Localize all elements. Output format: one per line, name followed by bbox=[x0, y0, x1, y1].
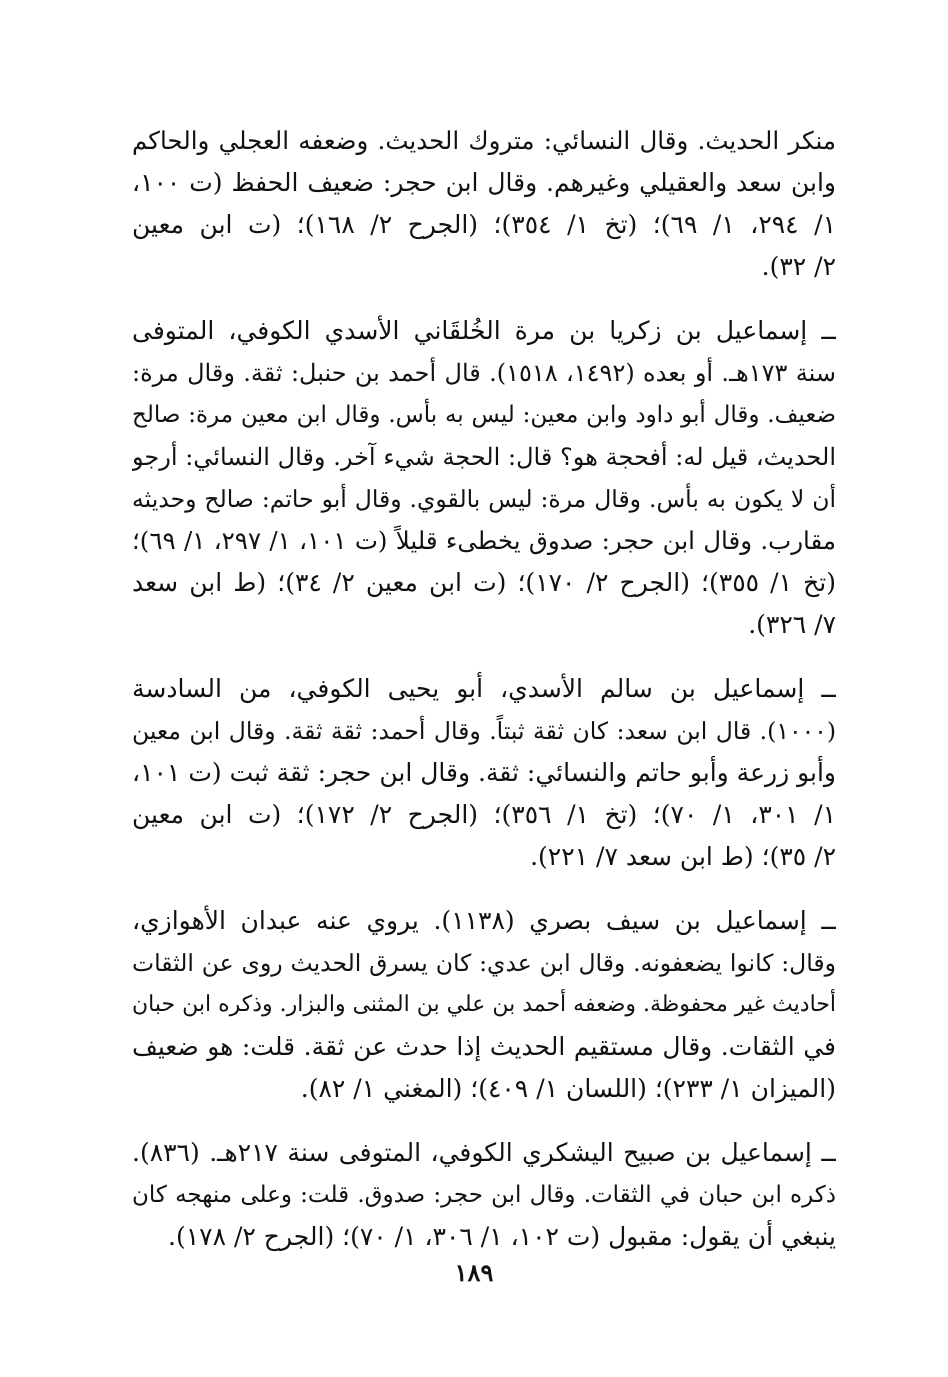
text-line: (الميزان ١/ ٢٣٣)؛ (اللسان ١/ ٤٠٩)؛ (المغني ١/ ٨٢). bbox=[300, 1074, 836, 1103]
text-line: ــ إسماعيل بن سيف بصري (١١٣٨). يروي عنه عبدان الأهوازي، bbox=[132, 906, 836, 935]
text-line: ــ إسماعيل بن زكريا بن مرة الخُلقَاني الأسدي الكوفي، المتوفى bbox=[132, 316, 836, 345]
narrator-entry bbox=[132, 668, 836, 878]
text-line: ذكره ابن حبان في الثقات. وقال ابن حجر: صدوق. قلت: وعلى منهجه كان bbox=[132, 1182, 836, 1208]
page-body bbox=[132, 120, 836, 1258]
text-line: سنة ١٧٣هـ. أو بعده (١٤٩٢، ١٥١٨). قال أحمد بن حنبل: ثقة. وقال مرة: bbox=[132, 359, 836, 387]
text-line: ينبغي أن يقول: مقبول (ت ١٠٢، ١/ ٣٠٦، ١/ ٧٠)؛ (الجرح ٢/ ١٧٨). bbox=[168, 1222, 836, 1251]
text-line: ضعيف. وقال أبو داود وابن معين: ليس به بأس. وقال ابن معين مرة: صالح bbox=[132, 402, 836, 428]
text-line: (تخ ١/ ٣٥٥)؛ (الجرح ٢/ ١٧٠)؛ (ت ابن معين ٢/ ٣٤)؛ (ط ابن سعد bbox=[132, 568, 836, 597]
narrator-entry bbox=[132, 310, 836, 646]
text-line: (١٠٠٠). قال ابن سعد: كان ثقة ثبتاً. وقال أحمد: ثقة ثقة. وقال ابن معين bbox=[132, 717, 836, 745]
narrator-entry bbox=[132, 900, 836, 1110]
text-line: ــ إسماعيل بن صبيح اليشكري الكوفي، المتوفى سنة ٢١٧هـ. (٨٣٦). bbox=[132, 1138, 836, 1167]
text-line: ١/ ٣٠١، ١/ ٧٠)؛ (تخ ١/ ٣٥٦)؛ (الجرح ٢/ ١٧٢)؛ (ت ابن معين bbox=[132, 800, 836, 829]
text-line: وأبو زرعة وأبو حاتم والنسائي: ثقة. وقال ابن حجر: ثقة ثبت (ت ١٠١، bbox=[132, 758, 836, 787]
text-line: ــ إسماعيل بن سالم الأسدي، أبو يحيى الكوفي، من السادسة bbox=[132, 674, 836, 703]
text-line: أحاديث غير محفوظة. وضعفه أحمد بن علي بن المثنى والبزار. وذكره ابن حبان bbox=[132, 992, 836, 1017]
page-number: ١٨٩ bbox=[454, 1258, 494, 1287]
text-line: في الثقات. وقال مستقيم الحديث إذا حدث عن ثقة. قلت: هو ضعيف bbox=[132, 1032, 836, 1061]
text-line: ٧/ ٣٢٦). bbox=[748, 610, 836, 639]
narrator-entry bbox=[132, 120, 836, 288]
text-line: أن لا يكون به بأس. وقال مرة: ليس بالقوي. وقال أبو حاتم: صالح وحديثه bbox=[132, 485, 836, 513]
text-line: ٢/ ٣٢). bbox=[761, 252, 836, 281]
text-line: وابن سعد والعقيلي وغيرهم. وقال ابن حجر: ضعيف الحفظ (ت ١٠٠، bbox=[132, 168, 836, 197]
text-line: مقارب. وقال ابن حجر: صدوق يخطىء قليلاً (ت ١٠١، ١/ ٢٩٧، ١/ ٦٩)؛ bbox=[132, 526, 836, 555]
text-line: ١/ ٢٩٤، ١/ ٦٩)؛ (تخ ١/ ٣٥٤)؛ (الجرح ٢/ ١٦٨)؛ (ت ابن معين bbox=[132, 210, 836, 239]
text-line: ٢/ ٣٥)؛ (ط ابن سعد ٧/ ٢٢١). bbox=[530, 842, 836, 871]
narrator-entry bbox=[132, 1132, 836, 1258]
text-line: وقال: كانوا يضعفونه. وقال ابن عدي: كان يسرق الحديث روى عن الثقات bbox=[132, 949, 836, 977]
text-line: الحديث، قيل له: أفحجة هو؟ قال: الحجة شيء آخر. وقال النسائي: أرجو bbox=[132, 443, 836, 471]
text-line: منكر الحديث. وقال النسائي: متروك الحديث. وضعفه العجلي والحاكم bbox=[132, 126, 836, 155]
